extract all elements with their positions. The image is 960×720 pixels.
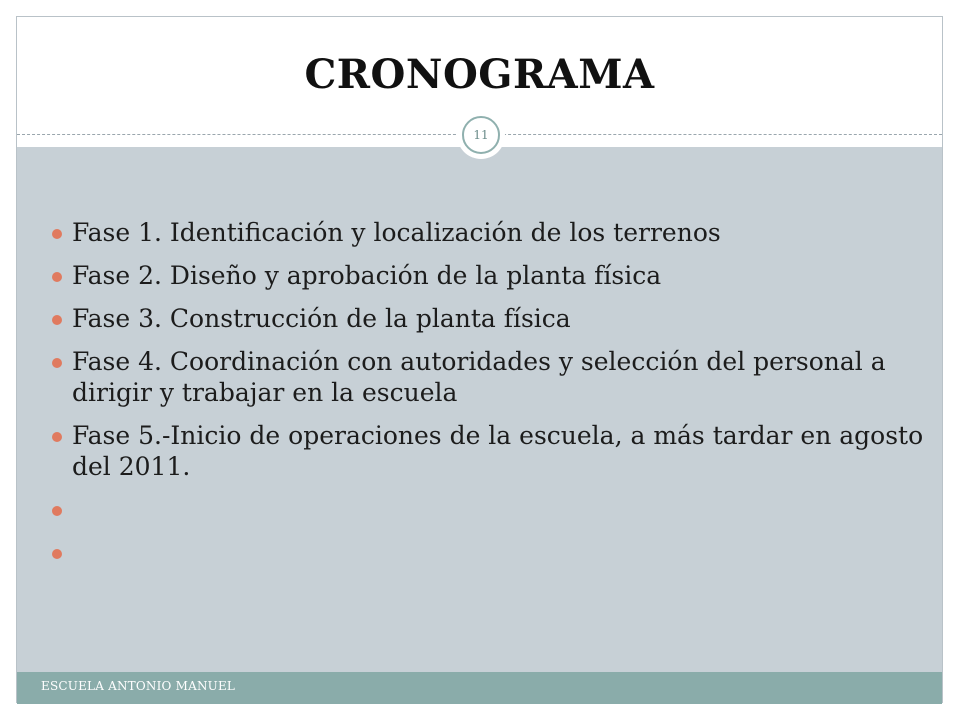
bullet-dot-icon [52, 506, 62, 516]
bullet-dot-icon [52, 358, 62, 368]
bullet-text: Fase 2. Diseño y aprobación de la planta física [72, 261, 662, 290]
bullet-dot-icon [52, 229, 62, 239]
bullet-text: Fase 1. Identificación y localización de los terrenos [72, 218, 721, 247]
bullet-dot-icon [52, 549, 62, 559]
bullet-item [52, 537, 932, 568]
slide-title: CRONOGRAMA [304, 51, 655, 98]
bullet-text: Fase 4. Coordinación con autoridades y selección del personal a dirigir y trabajar en la escuela [72, 347, 886, 407]
bullet-text: Fase 3. Construcción de la planta física [72, 304, 571, 333]
bullet-item [52, 303, 932, 334]
bullet-item [52, 346, 932, 408]
bullet-item [52, 217, 932, 248]
bullet-dot-icon [52, 272, 62, 282]
bullet-item [52, 260, 932, 291]
bullet-text: Fase 5.-Inicio de operaciones de la escuela, a más tardar en agosto del 2011. [72, 421, 924, 481]
footer-bar [17, 672, 942, 704]
page-number: 11 [462, 116, 500, 154]
bullet-item [52, 494, 932, 525]
bullet-list [52, 217, 932, 580]
slide [16, 16, 943, 703]
bullet-dot-icon [52, 432, 62, 442]
page-number-badge [457, 111, 505, 159]
bullet-item [52, 420, 932, 482]
bullet-dot-icon [52, 315, 62, 325]
footer-text: ESCUELA ANTONIO MANUEL [41, 679, 236, 693]
